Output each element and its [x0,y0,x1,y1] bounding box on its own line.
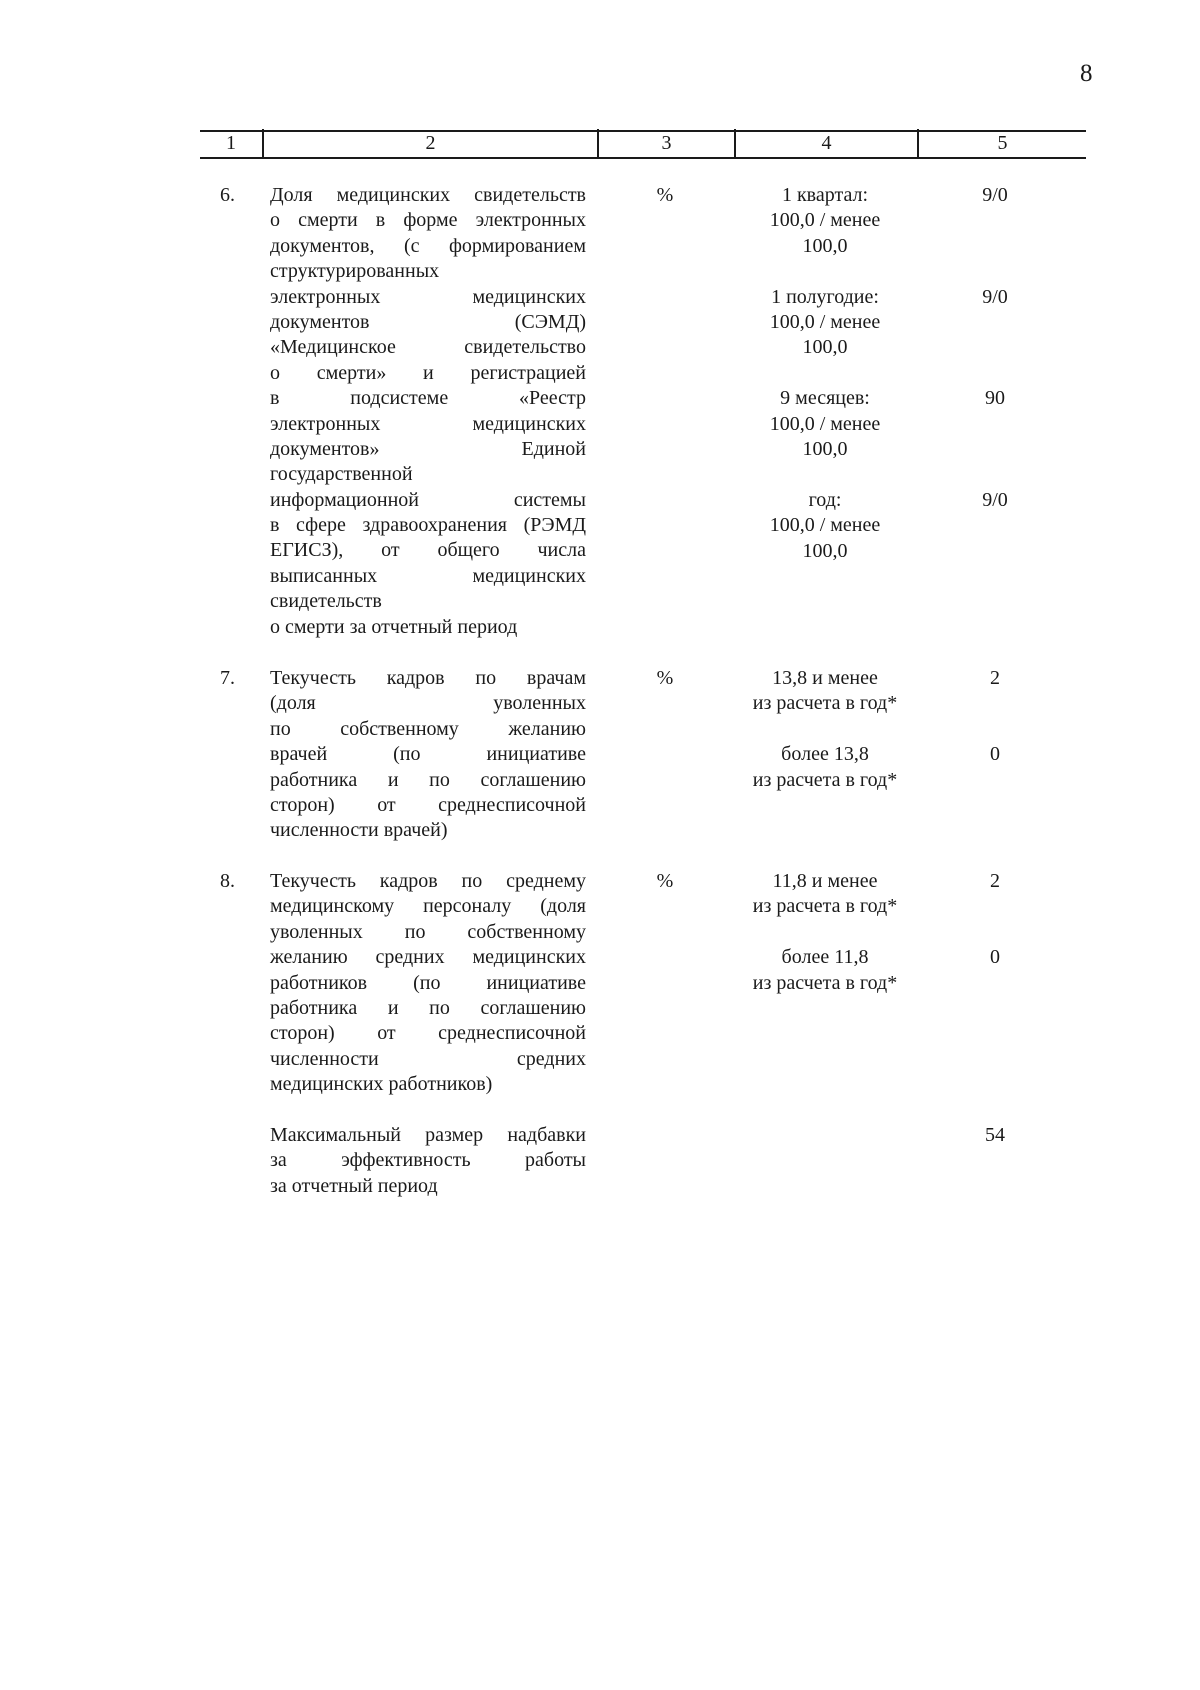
description-line: о смерти» и регистрацией [270,361,586,384]
description-line: государственной [270,463,413,486]
description-line: Доля медицинских свидетельств [270,184,586,206]
criterion-line: из расчета в год* [752,692,898,715]
description-line: в подсистеме «Реестр [270,387,586,410]
points-value: 2 [990,870,1000,892]
row-criteria [730,183,920,564]
criterion-line: 100,0 [802,336,848,359]
description-line: численности врачей) [270,819,448,842]
description-line: информационной системы [270,488,586,511]
description-line: «Медицинское свидетельство [270,336,586,359]
description-line: медицинскому персоналу (доля [270,895,586,918]
description-line: Максимальный размер надбавки [270,1124,586,1146]
criterion-line: из расчета в год* [752,971,898,994]
points-value: 9/0 [982,285,1008,308]
description-line: за эффективность работы [270,1149,586,1172]
description-line: документов» Единой [270,437,586,460]
description-line: медицинских работников) [270,1073,493,1096]
description-line: выписанных медицинских [270,564,586,587]
header-bottom-rule [200,157,1086,159]
criterion-line: 100,0 / менее [769,514,881,537]
description-line: Текучесть кадров по среднему [270,870,586,892]
points-value: 0 [990,946,1000,969]
description-line: врачей (по инициативе [270,743,586,766]
description-line: документов (СЭМД) [270,310,586,333]
row-unit: % [656,184,674,206]
points-value: 0 [990,743,1000,766]
description-line: уволенных по собственному [270,920,586,943]
criterion-line: год: [808,488,842,511]
row-description [270,666,586,844]
row-points [950,183,1040,513]
criterion-line: 100,0 / менее [769,311,881,334]
description-line: работника и по соглашению [270,768,586,791]
row-criteria [730,666,920,793]
points-value: 2 [990,667,1000,689]
points-value: 90 [985,387,1005,410]
description-line: Текучесть кадров по врачам [270,667,586,689]
description-line: численности средних [270,1047,586,1070]
description-line: электронных медицинских [270,412,586,435]
description-line: о смерти за отчетный период [270,615,518,638]
summary-points: 54 [985,1124,1005,1146]
criterion-line: более 11,8 [781,946,869,969]
description-line: свидетельств [270,590,382,613]
criterion-line: 100,0 / менее [769,412,881,435]
header-col-4: 4 [821,132,832,154]
criterion-line: 100,0 [802,539,848,562]
row-number: 6. [220,184,235,206]
header-col-3: 3 [661,132,672,154]
description-line: ЕГИСЗ), от общего числа [270,539,586,562]
criterion-line: 1 квартал: [781,184,869,206]
criterion-line: 100,0 [802,234,848,257]
row-criteria [730,869,920,996]
criterion-line: 11,8 и менее [772,870,878,892]
description-line: структурированных [270,260,440,283]
description-line: работников (по инициативе [270,971,586,994]
header-col-2: 2 [425,132,436,154]
criterion-line: более 13,8 [781,743,869,766]
description-line: о смерти в форме электронных [270,209,586,232]
row-points [950,666,1040,768]
description-line: электронных медицинских [270,285,586,308]
points-value: 9/0 [982,488,1008,511]
description-line: в сфере здравоохранения (РЭМД [270,514,586,537]
criterion-line: 1 полугодие: [771,285,879,308]
points-value: 9/0 [982,184,1008,206]
description-line: по собственному желанию [270,717,586,740]
summary-description [270,1123,586,1199]
description-line: сторон) от среднесписочной [270,793,586,816]
criterion-line: из расчета в год* [752,768,898,791]
description-line: сторон) от среднесписочной [270,1022,586,1045]
description-line: за отчетный период [270,1174,438,1197]
description-line: желанию средних медицинских [270,946,586,969]
header-col-5: 5 [997,132,1008,154]
criterion-line: 100,0 [802,438,848,461]
row-unit: % [656,667,674,689]
description-line: работника и по соглашению [270,996,586,1019]
criterion-line: из расчета в год* [752,895,898,918]
criterion-line: 13,8 и менее [772,667,878,689]
criterion-line: 100,0 / менее [769,209,881,232]
page-number: 8 [1080,60,1093,87]
description-line: (доля уволенных [270,692,586,715]
row-number: 8. [220,870,235,892]
row-description [270,183,586,640]
row-points [950,869,1040,971]
criterion-line: 9 месяцев: [780,387,870,410]
header-col-1: 1 [226,132,236,154]
description-line: документов, (с формированием [270,234,586,257]
row-number: 7. [220,667,235,689]
row-description [270,869,586,1098]
row-unit: % [656,870,674,892]
